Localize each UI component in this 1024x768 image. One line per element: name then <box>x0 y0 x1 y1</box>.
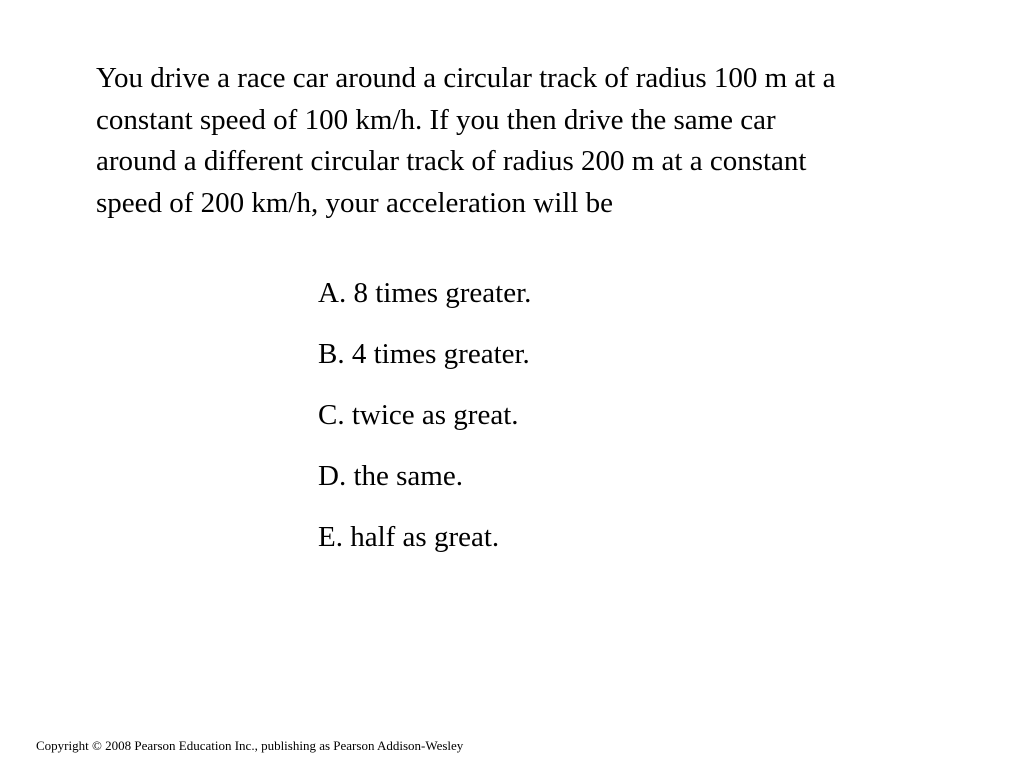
answer-list <box>318 273 531 578</box>
answer-option-a: A. 8 times greater. <box>318 277 532 309</box>
question-line-4: speed of 200 km/h, your acceleration will be <box>96 186 614 219</box>
copyright-notice: Copyright © 2008 Pearson Education Inc., publishing as Pearson Addison-Wesley <box>36 738 464 753</box>
question-line-1: You drive a race car around a circular track of radius 100 m at a <box>96 62 836 94</box>
answer-option-d: D. the same. <box>318 460 463 492</box>
question-line-3: around a different circular track of radius 200 m at a constant <box>96 145 807 177</box>
answer-option-e: E. half as great. <box>318 521 500 553</box>
question-line-2: constant speed of 100 km/h. If you then drive the same car <box>96 103 776 136</box>
answer-option-c: C. twice as great. <box>318 399 519 431</box>
answer-option-b: B. 4 times greater. <box>318 338 530 370</box>
question-text <box>96 58 996 224</box>
